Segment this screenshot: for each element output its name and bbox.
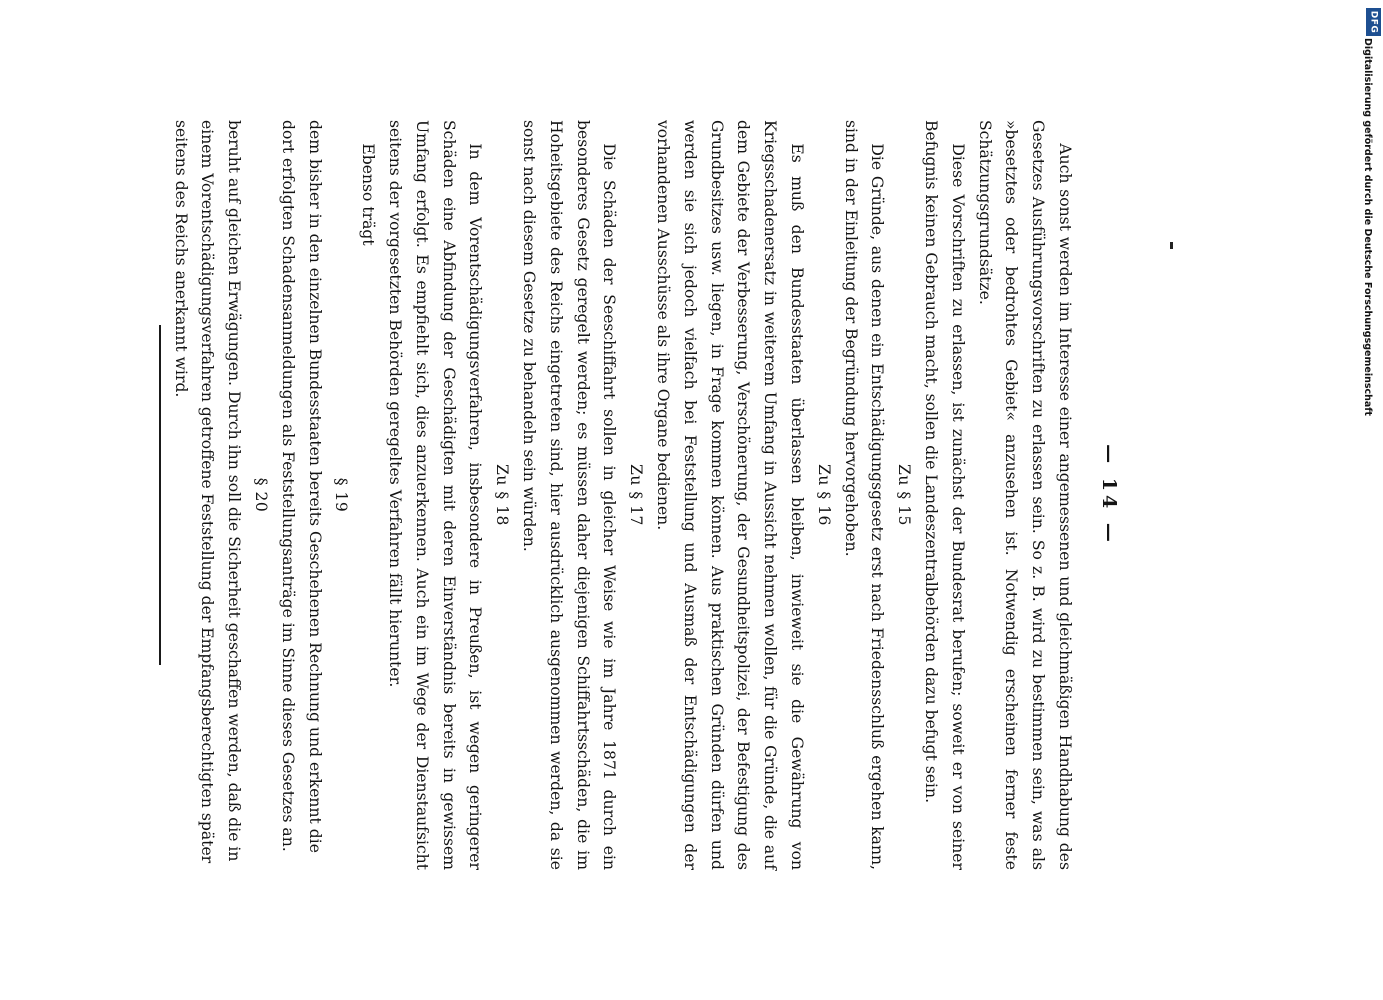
closing-rule <box>159 325 161 665</box>
page-number: — 14 — <box>1098 444 1120 546</box>
document-body <box>159 120 1078 870</box>
section-text-18: In dem Vorentschädigungsverfahren, insbesondere in Preußen, ist wegen geringerer Schäden eine Abfindung der Geschädigten mit deren Einverständnis bereits in gewissem Umfang erfolgt. Es empfiehlt sich, dies anzuerkennen. Auch ein im Wege der Dienstaufsicht seitens der vorgesetzten Behörden geregeltes Verfahren fällt hierunter. <box>386 120 485 870</box>
section-heading-19: § 19 <box>332 477 351 513</box>
paragraph-regulations: Auch sonst werden im Interesse einer angemessenen und gleichmäßigen Handhabung des Gesetzes Ausführungsvorschriften zu erlassen sein. So z. B. wird zu bestimmen sein, was als »besetztes oder bedrohtes Gebiet« anzusehen ist. Notwendig erscheinen ferner feste Schätzungsgrundsätze. <box>975 120 1074 870</box>
section-text-16: Es muß den Bundesstaaten überlassen bleiben, inwieweit sie die Gewährung von Kriegsschadenersatz in weiterem Umfang in Aussicht nehmen wollen, für die Gründe, die auf dem Gebiete der Verbesserung, Verschönerung, der Gesundheitspolizei, der Befestigung des Grundbesitzes usw. liegen, in Frage kommen können. Aus praktischen Gründen dürfen und werden sie sich jedoch vielfach bei Feststellung und Ausmaß der Entschädigungen der vorhandenen Ausschüsse als ihre Organe bedienen. <box>654 120 807 870</box>
continuation-line: Ebenso trägt <box>359 143 378 246</box>
section-heading-16: Zu § 16 <box>814 464 833 526</box>
section-text-15: Die Gründe, aus denen ein Entschädigungsgesetz erst nach Friedensschluß ergehen kann, sind in der Einleitung der Begründung hervorgehoben. <box>841 120 887 870</box>
section-heading-17: Zu § 17 <box>627 464 646 526</box>
section-text-19: dem bisher in den einzelnen Bundesstaaten bereits Geschehenen Rechnung und erkennt die dort erfolgten Schadensanmeldungen als Feststellungsanträge im Sinne dieses Gesetzes an. <box>278 120 324 853</box>
dfg-logo <box>1366 8 1381 36</box>
section-text-20: beruht auf gleichen Erwägungen. Durch ihn soll die Sicherheit geschaffen werden, daß die in einem Vorentschädigungsverfahren getroffene Feststellung der Empfangsberechtigten später seitens des Reichs anerkannt wird. <box>171 120 244 864</box>
dfg-logo-text: DFG <box>1368 10 1379 34</box>
document-page <box>105 40 1175 950</box>
paragraph-bundesrat: Diese Vorschriften zu erlassen, ist zunächst der Bundesrat berufen; soweit er von seiner Befugnis keinen Gebrauch macht, sollen die Landeszentralbehörden dazu befugt sein. <box>922 120 967 870</box>
section-text-17: Die Schäden der Seeschiffahrt sollen in gleicher Weise wie im Jahre 1871 durch ein besonderes Gesetz geregelt werden; es müssen daher diejenigen Schiffahrtsschäden, die im Hoheitsgebiete des Reichs eingetreten sind, hier ausdrücklich ausgenommen werden, da sie sonst nach diesem Gesetze zu behandeln sein würden. <box>520 120 619 870</box>
digitization-credit: Digitalisierung gefördert durch die Deutsche Forschungsgemeinschaft <box>1362 38 1373 416</box>
section-heading-18: Zu § 18 <box>493 464 512 526</box>
section-heading-20: § 20 <box>252 477 271 513</box>
scan-mark <box>1170 242 1173 249</box>
section-heading-15: Zu § 15 <box>895 464 914 526</box>
